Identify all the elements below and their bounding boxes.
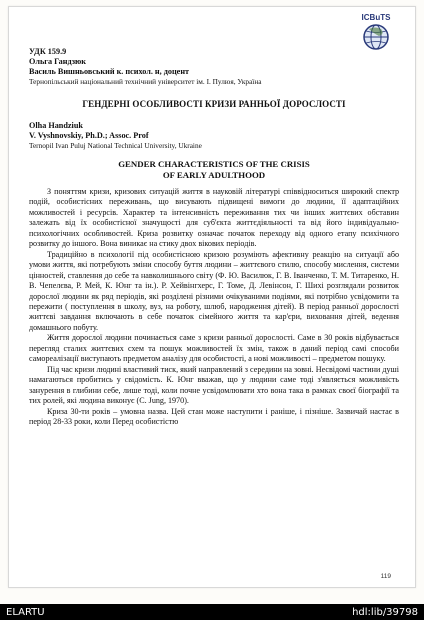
affiliation-en: Ternopil Ivan Puluj National Technical University, Ukraine [29,141,202,150]
affiliation-ua: Тернопільський національний технічний університет ім. І. Пулюя, Україна [29,77,262,86]
footer-handle-link[interactable]: hdl:lib/39798 [352,606,418,618]
author-1-ua: Ольга Гандзюк [29,57,86,66]
udk-code: УДК 159.9 [29,47,67,56]
body-paragraph-2: Традиційно в психології під особистісною кризою розуміють афективну реакцію на ситуації або умови життя, які потребують зміни способу буття людини – життєвого стилю, способу мислення, системи цінностей, ставлення до себе та навколишнього світу (Ф. Ю. Василюк, Г. В. Іванченко, Т. М. Титаренко, Н. В. Чепелєва, Р. Мей, К. Юнг та ін.). Р. Хейвінгхерс, Г. Томе, Д. Левінсон, Г. Шихі розглядали розвиток дорослої людини як ряд періодів, які розділені різними очікуваними подіями, які потрібно усвідомити та пережити ( поступлення в школу, вуз, на роботу, шлюб, народження дітей). В період ранньої дорослості життєві завдання включають в себе початок сімейного життя та кар'єри, виховання дітей, ведення домашнього побуту. [29,249,399,332]
body-paragraph-4: Під час кризи людині властивий тиск, який направлений з середини на зовні. Несвідомі частини душі намагаються пробитись у свідомість. К. Юнг вважав, що у людини саме тоді з'являється можливість занурення в глибини себе, лише тоді, коли почне усвідомлювати хто вона така в рамках своєї біографії та тих ролей, які людина виконує (C. Jung, 1970). [29,364,399,406]
article-title-en-line-1: GENDER CHARACTERISTICS OF THE CRISIS [118,159,310,169]
author-2-ua: Василь Вишньовський к. психол. н, доцент [29,67,190,76]
footer-repository-name: ELARTU [6,606,45,618]
repository-footer [0,604,424,620]
article-title-en [29,159,399,181]
logo-text: ICBuTS [361,13,391,22]
author-1-en: Olha Handziuk [29,121,83,130]
author-2-en: V. Vyshnovskiy, Ph.D.; Assoc. Prof [29,131,149,140]
body-paragraph-5: Криза 30-ти років – умовна назва. Цей стан може наступити і раніше, і пізніше. Зазвичай настає в період 28-33 роки, коли Перед особистістю [29,406,399,426]
article-title-ua: ГЕНДЕРНІ ОСОБЛИВОСТІ КРИЗИ РАННЬОЇ ДОРОСЛОСТІ [82,99,346,109]
article-title-en-line-2: OF EARLY ADULTHOOD [162,170,266,180]
article-content [29,47,399,427]
paper-page [8,6,416,588]
body-paragraph-3: Життя дорослої людини починається саме з кризи ранньої дорослості. Саме в 30 років відбувається перегляд сталих життєвих схем та пошук можливостей їх змін, також в даний період самі способи самореалізації виступають предметом аналізу для особистості, а нові можливості – предметом пошуку. [29,333,399,364]
body-paragraph-1: З поняттям кризи, кризових ситуацій життя в науковій літературі співвідноситься широкий спектр подій, особистісних переживань, що висувають підвищені вимоги до людини, її адаптаційних можливостей і ресурсів. Характер та інтенсивність переживання тих чи інших життєвих обставин залежать від їх особистісної значущості для суб'єкта життєдіяльності та від його індивідуально-психологічних особливостей. Криза розвитку означає початок переходу від одного етапу психічного розвитку до іншого. Вона виникає на стику двох вікових періодів. [29,187,399,249]
page-number: 119 [380,573,391,580]
